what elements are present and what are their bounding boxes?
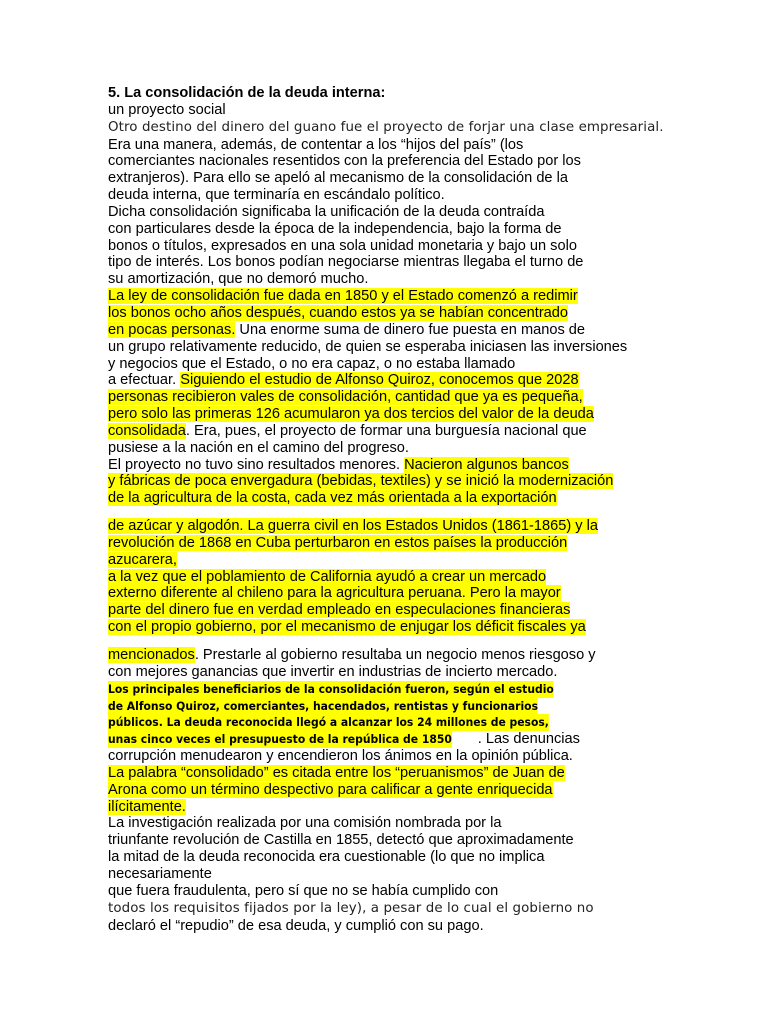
text-line (108, 254, 758, 271)
text-line (108, 569, 758, 586)
text-run: comerciantes nacionales resentidos con la preferencia del Estado por los (108, 153, 581, 170)
text-run: y negocios que el Estado, o no era capaz, o no estaba llamado (108, 355, 516, 372)
highlighted-text: ilícitamente. (108, 798, 186, 815)
highlighted-text: consolidada (108, 422, 186, 439)
text-line (108, 866, 758, 883)
text-run: Dicha consolidación significaba la unificación de la deuda contraída (108, 203, 545, 220)
text-line (108, 187, 758, 204)
text-line (108, 221, 758, 238)
highlighted-text: Siguiendo el estudio de Alfonso Quiroz, conocemos que 2028 (180, 372, 579, 389)
text-run: con mejores ganancias que invertir en industrias de incierto mercado. (108, 663, 558, 680)
highlighted-text: públicos. La deuda reconocida llegó a alcanzar los 24 millones de pesos, (108, 715, 549, 730)
highlighted-text: de azúcar y algodón. La guerra civil en los Estados Unidos (1861-1865) y la (108, 518, 598, 535)
text-line (108, 473, 758, 490)
document-page (108, 85, 758, 934)
text-run: El proyecto no tuvo sino resultados menores. (108, 456, 405, 473)
text-run: bonos o títulos, expresados en una sola unidad monetaria y bajo un solo (108, 237, 577, 254)
text-run: declaró el “repudio” de esa deuda, y cumplió con su pago. (108, 917, 484, 934)
text-line (108, 681, 758, 698)
text-line (108, 799, 758, 816)
text-line (108, 153, 758, 170)
text-line (108, 457, 758, 474)
text-line (108, 731, 758, 748)
text-line (108, 849, 758, 866)
text-line (108, 765, 758, 782)
text-line (108, 918, 758, 935)
text-run: un grupo relativamente reducido, de quien se esperaba iniciasen las inversiones (108, 338, 628, 355)
text-line (108, 137, 758, 154)
text-run: su amortización, que no demoró mucho. (108, 271, 369, 288)
document-body (108, 102, 758, 935)
text-run: pusiese a la nación en el camino del progreso. (108, 439, 409, 456)
text-run: que fuera fraudulenta, pero sí que no se había cumplido con (108, 882, 499, 899)
highlighted-text: personas recibieron vales de consolidación, cantidad que ya es pequeña, (108, 389, 583, 406)
highlighted-text: Arona como un término despectivo para calificar a gente enriquecida (108, 781, 553, 798)
text-line (108, 406, 758, 423)
paragraph-gap (108, 636, 758, 647)
text-run: todos los requisitos fijados por la ley), a pesar de lo cual el gobierno no (108, 900, 594, 916)
text-line (108, 305, 758, 322)
highlighted-text: en pocas personas. (108, 321, 236, 338)
text-line (108, 619, 758, 636)
text-line (108, 271, 758, 288)
text-run: . Era, pues, el proyecto de formar una burguesía nacional que (185, 422, 587, 439)
highlighted-text: con el propio gobierno, por el mecanismo de enjugar los déficit fiscales ya (108, 619, 586, 636)
text-run: . Las denuncias (477, 731, 580, 748)
highlighted-text: los bonos ocho años después, cuando estos ya se habían concentrado (108, 304, 569, 321)
text-line (108, 900, 758, 918)
highlighted-text: pero solo las primeras 126 acumularon ya dos tercios del valor de la deuda (108, 406, 594, 423)
text-line (108, 714, 758, 731)
text-line (108, 782, 758, 799)
highlighted-text: Nacieron algunos bancos (404, 456, 569, 473)
highlighted-text: mencionados (108, 647, 195, 663)
text-run: La investigación realizada por una comisión nombrada por la (108, 815, 502, 832)
section-heading: 5. La consolidación de la deuda interna: (108, 85, 386, 101)
text-line (108, 698, 758, 715)
text-line (108, 322, 758, 339)
text-line (108, 585, 758, 602)
text-run: un proyecto social (108, 101, 226, 118)
text-run: necesariamente (108, 865, 212, 882)
text-line (108, 423, 758, 440)
highlighted-text: de la agricultura de la costa, cada vez más orientada a la exportación (108, 490, 557, 507)
text-run: la mitad de la deuda reconocida era cuestionable (lo que no implica (108, 849, 545, 866)
highlighted-text: revolución de 1868 en Cuba perturbaron en estos países la producción (108, 534, 568, 551)
text-line (108, 518, 758, 535)
text-line (108, 238, 758, 255)
text-run: Era una manera, además, de contentar a los “hijos del país” (los (108, 136, 524, 153)
text-run: deuda interna, que terminaría en escándalo político. (108, 187, 445, 204)
text-line (108, 119, 758, 137)
highlighted-text: parte del dinero fue en verdad empleado en especulaciones financieras (108, 602, 571, 619)
highlighted-text: La ley de consolidación fue dada en 1850 y el Estado comenzó a redimir (108, 288, 578, 305)
text-run: . Prestarle al gobierno resultaba un negocio menos riesgoso y (194, 647, 596, 663)
text-run: Otro destino del dinero del guano fue el proyecto de forjar una clase empresarial. (108, 119, 664, 135)
text-run: a efectuar. (108, 372, 181, 389)
highlighted-text: Los principales beneficiarios de la consolidación fueron, según el estudio (108, 681, 554, 696)
text-run: extranjeros). Para ello se apeló al mecanismo de la consolidación de la (108, 170, 568, 187)
text-run: con particulares desde la época de la independencia, bajo la forma de (108, 220, 562, 237)
text-line (108, 288, 758, 305)
text-line (108, 170, 758, 187)
text-line (108, 490, 758, 507)
text-run: tipo de interés. Los bonos podían negociarse mientras llegaba el turno de (108, 254, 584, 271)
text-line (108, 204, 758, 221)
highlighted-text: externo diferente al chileno para la agricultura peruana. Pero la mayor (108, 585, 561, 602)
highlighted-text: La palabra “consolidado” es citada entre los “peruanismos” de Juan de (108, 764, 565, 781)
text-line (108, 389, 758, 406)
text-line (108, 372, 758, 389)
text-run: triunfante revolución de Castilla en 1855, detectó que aproximadamente (108, 832, 574, 849)
text-line (108, 647, 758, 664)
highlighted-text: azucarera, (108, 551, 177, 568)
text-line (108, 552, 758, 569)
text-run: corrupción menudearon y encendieron los ánimos en la opinión pública. (108, 748, 573, 765)
highlighted-text: a la vez que el poblamiento de California ayudó a crear un mercado (108, 568, 547, 585)
highlighted-text: unas cinco veces el presupuesto de la república de 1850 (108, 732, 452, 747)
text-line (108, 883, 758, 900)
highlighted-text: y fábricas de poca envergadura (bebidas, textiles) y se inició la modernización (108, 473, 614, 490)
text-line (108, 356, 758, 373)
text-line (108, 440, 758, 457)
text-line (108, 102, 758, 119)
text-run: Una enorme suma de dinero fue puesta en manos de (235, 321, 586, 338)
text-line (108, 832, 758, 849)
paragraph-gap (108, 507, 758, 518)
highlighted-text: de Alfonso Quiroz, comerciantes, hacendados, rentistas y funcionarios (108, 698, 539, 713)
text-line (108, 535, 758, 552)
text-line (108, 664, 758, 681)
text-line (108, 339, 758, 356)
text-line (108, 748, 758, 765)
text-line (108, 602, 758, 619)
text-line (108, 815, 758, 832)
